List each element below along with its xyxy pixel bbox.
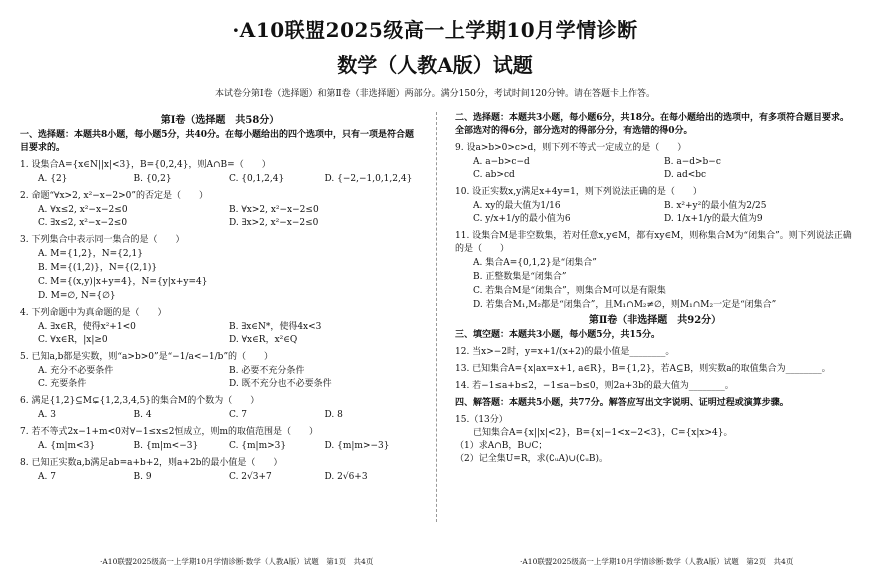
question-option: D. 1/x+1/y的最大值为9	[664, 214, 763, 224]
question-option: C. 若集合M是“闭集合”，则集合M可以是有限集	[473, 286, 666, 296]
question-item	[20, 159, 420, 186]
question-option: B. 必要不充分条件	[229, 366, 305, 376]
question-option: A. xy的最大值为1/16	[473, 201, 561, 211]
question-option: C. M={(x,y)|x+y=4}，N={y|x+y=4}	[38, 277, 208, 287]
question-item	[20, 351, 420, 391]
question-item	[20, 234, 420, 303]
question-option: C. ∀x∈R，|x|≥0	[38, 335, 108, 345]
question-stem: 2. 命题“∀x>2, x²−x−2>0”的否定是（ ）	[20, 191, 208, 201]
question-stem: 4. 下列命题中为真命题的是（ ）	[20, 308, 167, 318]
fill-question-13: 13. 已知集合A={x|ax=x+1, a∈R}，B={1,2}，若A⊆B，则实数a的取值集合为________。	[455, 364, 831, 374]
exam-notice: 本试卷分第Ⅰ卷（选择题）和第Ⅱ卷（非选择题）两部分。满分150分，考试时间120分钟。请在答题卡上作答。	[214, 89, 656, 99]
question-option: D. ∀x∈R，x²∈Q	[229, 335, 298, 345]
question-option: D. {m|m>−3}	[324, 441, 390, 451]
question-option: C. 充要条件	[38, 379, 87, 389]
question-options	[38, 204, 420, 230]
question-stem: 1. 设集合A={x∈N||x|<3}，B={0,2,4}，则A∩B=（ ）	[20, 160, 271, 170]
question-15-part2: （2）记全集U=R，求(∁ᵤA)∪(∁ᵤB)。	[455, 454, 608, 464]
question-option: C. 7	[229, 410, 248, 420]
question-stem: 11. 设集合M是非空数集，若对任意x,y∈M，都有xy∈M，则称集合M为“闭集合”。则下列说法正确的是（ ）	[455, 231, 852, 254]
question-item	[20, 190, 420, 230]
question-stem: 5. 已知a,b都是实数，则“a>b>0”是“−1/a<−1/b”的（ ）	[20, 352, 274, 362]
question-item	[20, 426, 420, 453]
question-option: B. 正整数集是“闭集合”	[473, 272, 567, 282]
question-option: A. 集合A={0,1,2}是“闭集合”	[473, 258, 597, 268]
question-stem: 9. 设a>b>0>c>d，则下列不等式一定成立的是（ ）	[455, 143, 687, 153]
question-option: A. 7	[38, 472, 56, 482]
question-option: B. ∀x>2, x²−x−2≤0	[229, 205, 319, 215]
question-option: B. M={(1,2)}，N={(2,1)}	[38, 263, 158, 273]
question-option: B. ∃x∈N*，使得4x<3	[229, 322, 322, 332]
question-item	[20, 307, 420, 347]
question-option: C. 2√3+7	[229, 472, 272, 482]
footer-left: ·A10联盟2025级高一上学期10月学情诊断·数学（人教A版）试题 第1页 共4页	[100, 557, 374, 566]
question-options	[38, 440, 420, 453]
question-options	[473, 257, 855, 312]
question-option: D. 2√6+3	[324, 472, 368, 482]
question-stem: 3. 下列集合中表示同一集合的是（ ）	[20, 235, 185, 245]
question-stem: 6. 满足{1,2}⊆M⊊{1,2,3,4,5}的集合M的个数为（ ）	[20, 396, 260, 406]
section3-instructions: 三、填空题：本题共3小题，每小题5分，共15分。	[455, 330, 661, 340]
question-option: D. ad<bc	[664, 170, 707, 180]
question-option: D. M=∅, N={∅}	[38, 291, 116, 301]
question-option: C. ab>cd	[473, 170, 515, 180]
question-option: D. 若集合M₁,M₂都是“闭集合”，且M₁∩M₂≠∅，则M₁∩M₂一定是“闭集合”	[473, 300, 777, 310]
question-option: A. ∀x≤2, x²−x−2≤0	[38, 205, 128, 215]
question-option: A. a−b>c−d	[473, 157, 530, 167]
question-stem: 8. 已知正实数a,b满足ab=a+b+2，则a+2b的最小值是（ ）	[20, 458, 283, 468]
question-options	[38, 248, 420, 303]
section1-instructions: 一、选择题：本题共8小题，每小题5分，共40分。在每小题给出的四个选项中，只有一项是符合题目要求的。	[20, 130, 415, 153]
question-option: A. {2}	[38, 174, 68, 184]
question-option: A. ∃x∈R，使得x²+1<0	[38, 322, 136, 332]
question-option: A. M={1,2}，N={2,1}	[38, 249, 143, 259]
question-option: C. y/x+1/y的最小值为6	[473, 214, 571, 224]
left-column	[20, 112, 420, 484]
question-option: B. {0,2}	[133, 174, 172, 184]
question-option: C. {m|m>3}	[229, 441, 287, 451]
exam-title: ·A10联盟2025级高一上学期10月学情诊断	[232, 18, 638, 42]
question-item	[20, 457, 420, 484]
question-item	[455, 142, 855, 182]
question-option: A. {m|m<3}	[38, 441, 96, 451]
exam-header	[0, 14, 870, 99]
column-divider	[436, 112, 437, 522]
question-options	[38, 321, 420, 347]
question-option: B. 4	[133, 410, 152, 420]
question-item	[20, 395, 420, 422]
part2-title: 第Ⅱ卷（非选择题 共92分）	[588, 315, 722, 326]
question-15-part1: （1）求A∩B，B∪C；	[455, 441, 548, 451]
question-option: D. ∃x>2, x²−x−2≤0	[229, 218, 319, 228]
fill-question-12: 12. 当x>−2时，y=x+1/(x+2)的最小值是________。	[455, 347, 675, 357]
question-options	[38, 471, 420, 484]
question-options	[38, 173, 420, 186]
question-option: B. x²+y²的最小值为2/25	[664, 201, 767, 211]
question-option: A. 充分不必要条件	[38, 366, 114, 376]
question-options	[38, 365, 420, 391]
right-question-list	[455, 142, 855, 312]
question-15-stem: 已知集合A={x||x|<2}，B={x|−1<x−2<3}，C={x|x>4}。	[473, 428, 733, 438]
question-item	[455, 186, 855, 226]
question-option: B. {m|m<−3}	[133, 441, 199, 451]
question-option: D. 8	[324, 410, 343, 420]
fill-question-14: 14. 若−1≤a+b≤2，−1≤a−b≤0，则2a+3b的最大值为________。	[455, 381, 734, 391]
question-options	[473, 200, 855, 226]
right-column	[455, 112, 855, 466]
question-item	[455, 230, 855, 312]
question-15-head: 15.（13分）	[455, 415, 508, 425]
question-option: D. {−2,−1,0,1,2,4}	[324, 174, 413, 184]
footer-right: ·A10联盟2025级高一上学期10月学情诊断·数学（人教A版）试题 第2页 共4页	[520, 557, 794, 566]
question-option: A. 3	[38, 410, 56, 420]
section4-instructions: 四、解答题：本题共5小题，共77分。解答应写出文字说明、证明过程或演算步骤。	[455, 398, 789, 408]
question-stem: 7. 若不等式2x−1+m<0对∀−1≤x≤2恒成立，则m的取值范围是（ ）	[20, 427, 318, 437]
question-option: B. 9	[133, 472, 152, 482]
question-option: B. a−d>b−c	[664, 157, 721, 167]
question-option: C. ∃x≤2, x²−x−2≤0	[38, 218, 128, 228]
question-option: D. 既不充分也不必要条件	[229, 379, 332, 389]
question-option: C. {0,1,2,4}	[229, 174, 285, 184]
exam-subtitle: 数学（人教A版）试题	[337, 53, 533, 77]
section2-instructions: 二、选择题：本题共3小题，每小题6分，共18分。在每小题给出的选项中，有多项符合题目要求。全部选对的得6分，部分选对的得部分分，有选错的得0分。	[455, 113, 850, 136]
left-question-list	[20, 159, 420, 484]
question-options	[473, 156, 855, 182]
question-options	[38, 409, 420, 422]
part1-title: 第Ⅰ卷（选择题 共58分）	[160, 115, 280, 126]
question-stem: 10. 设正实数x,y满足x+4y=1，则下列说法正确的是（ ）	[455, 187, 702, 197]
